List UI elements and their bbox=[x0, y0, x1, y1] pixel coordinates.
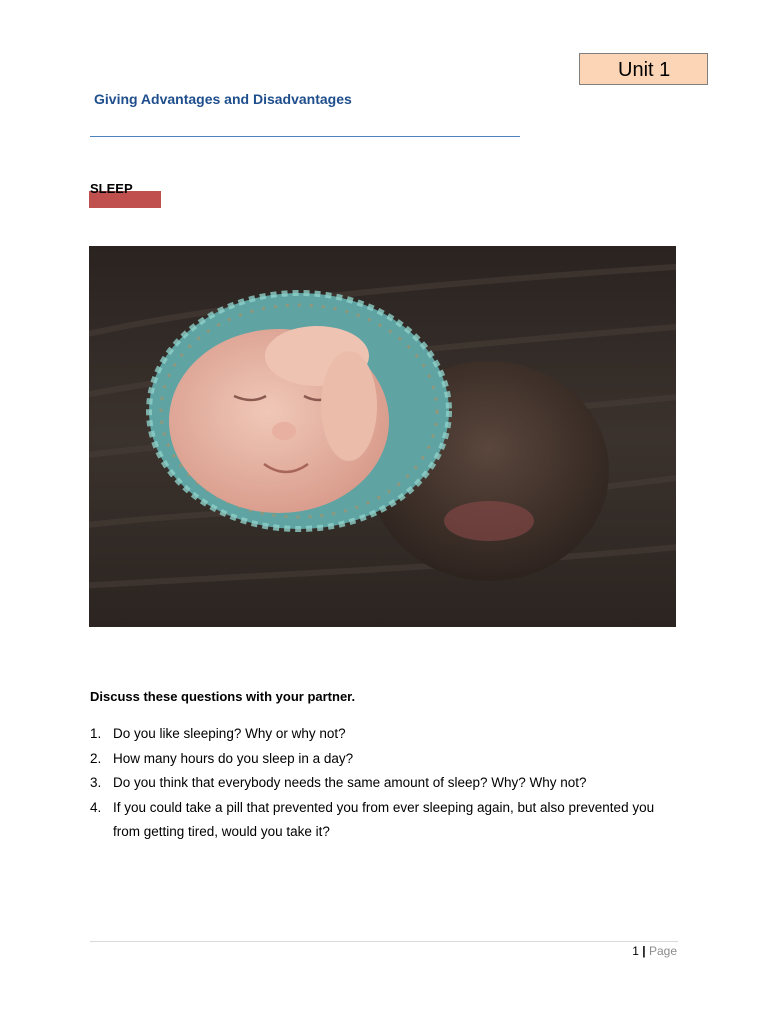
section-label: SLEEP bbox=[90, 181, 133, 196]
page-number: 1 bbox=[632, 944, 639, 958]
discussion-instruction: Discuss these questions with your partner. bbox=[90, 689, 356, 704]
title-divider bbox=[90, 136, 520, 137]
page-footer bbox=[632, 944, 677, 958]
footer-divider bbox=[90, 941, 678, 942]
list-item bbox=[90, 722, 680, 747]
question-text: If you could take a pill that prevented you from ever sleeping again, but also prevented you from getting tired, would you take it? bbox=[113, 799, 655, 839]
footer-separator: | bbox=[642, 944, 646, 958]
sleeping-baby-photo bbox=[89, 246, 676, 627]
question-text: How many hours do you sleep in a day? bbox=[113, 750, 354, 766]
list-item bbox=[90, 771, 680, 796]
page-title: Giving Advantages and Disadvantages bbox=[94, 91, 352, 107]
question-list bbox=[90, 722, 680, 845]
list-number: 4. bbox=[90, 799, 102, 815]
page-word: Page bbox=[648, 944, 677, 958]
question-text: Do you think that everybody needs the same amount of sleep? Why? Why not? bbox=[113, 775, 587, 790]
question-text: Do you like sleeping? Why or why not? bbox=[113, 726, 346, 741]
list-number: 2. bbox=[90, 750, 102, 766]
list-item bbox=[90, 796, 680, 845]
unit-label: Unit 1 bbox=[579, 53, 708, 85]
list-number: 1. bbox=[90, 726, 102, 741]
list-item bbox=[90, 747, 680, 772]
list-number: 3. bbox=[90, 775, 102, 790]
